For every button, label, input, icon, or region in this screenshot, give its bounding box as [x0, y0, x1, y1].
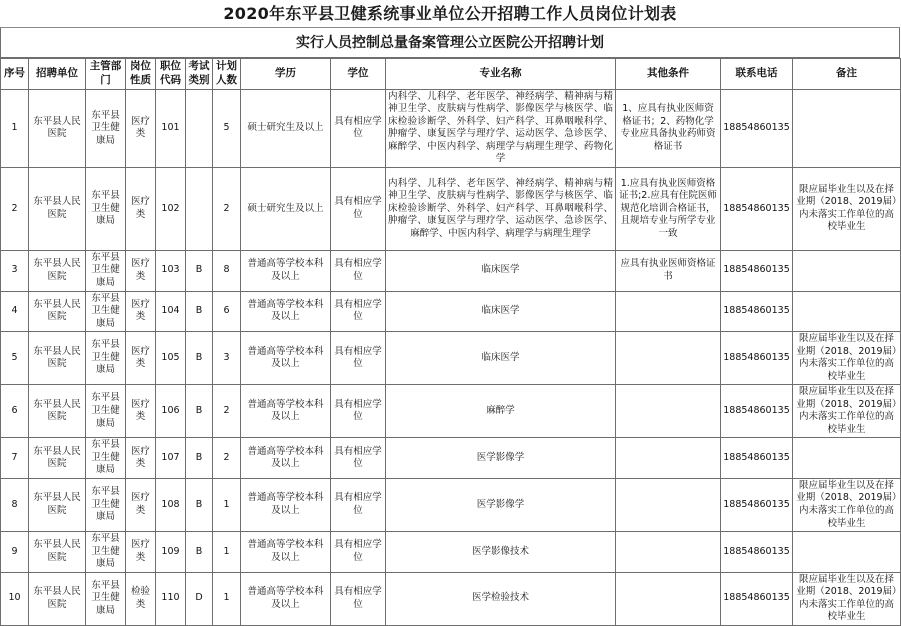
cell-remark: 限应届毕业生以及在择业期（2018、2019届）内未落实工作单位的高校毕业生	[793, 572, 901, 625]
cell-nature: 医疗类	[126, 291, 156, 332]
cell-education: 普通高等学校本科及以上	[241, 478, 331, 531]
header-condition: 其他条件	[616, 59, 721, 90]
cell-index: 5	[1, 332, 29, 385]
header-degree: 学位	[331, 59, 386, 90]
table-row	[1, 385, 901, 438]
cell-remark	[793, 532, 901, 573]
cell-category: B	[186, 250, 213, 291]
cell-major: 内科学、儿科学、老年医学、神经病学、精神病与精神卫生学、皮肤病与性病学、影像医学与核医学、临床检验诊断学、外科学、妇产科学、耳鼻咽喉科学、 肿瘤学、康复医学与理疗学、运动医学、急诊医学、麻醉学、中医内科学、病理学与病理生理学	[386, 167, 616, 250]
cell-category: B	[186, 332, 213, 385]
cell-dept: 东平县卫生健康局	[86, 572, 126, 625]
cell-degree: 具有相应学位	[331, 572, 386, 625]
cell-education: 普通高等学校本科及以上	[241, 532, 331, 573]
cell-count: 2	[213, 438, 241, 479]
cell-education: 普通高等学校本科及以上	[241, 291, 331, 332]
header-remark: 备注	[793, 59, 901, 90]
cell-education: 普通高等学校本科及以上	[241, 572, 331, 625]
table-row	[1, 332, 901, 385]
table-subtitle: 实行人员控制总量备案管理公立医院公开招聘计划	[0, 28, 900, 58]
recruitment-plan-table	[0, 58, 901, 626]
cell-degree: 具有相应学位	[331, 532, 386, 573]
table-row	[1, 478, 901, 531]
cell-remark	[793, 438, 901, 479]
cell-remark: 限应届毕业生以及在择业期（2018、2019届）内未落实工作单位的高校毕业生	[793, 385, 901, 438]
cell-index: 2	[1, 167, 29, 250]
cell-code: 101	[156, 89, 186, 167]
cell-phone: 18854860135	[721, 532, 793, 573]
cell-remark: 限应届毕业生以及在择业期（2018、2019届）内未落实工作单位的高校毕业生	[793, 478, 901, 531]
cell-unit: 东平县人民医院	[29, 167, 86, 250]
cell-major: 医学影像学	[386, 438, 616, 479]
cell-index: 7	[1, 438, 29, 479]
cell-phone: 18854860135	[721, 385, 793, 438]
cell-major: 临床医学	[386, 332, 616, 385]
cell-condition: 应具有执业医师资格证书	[616, 250, 721, 291]
cell-condition	[616, 438, 721, 479]
cell-phone: 18854860135	[721, 438, 793, 479]
cell-dept: 东平县卫生健康局	[86, 291, 126, 332]
cell-code: 106	[156, 385, 186, 438]
header-phone: 联系电话	[721, 59, 793, 90]
cell-index: 1	[1, 89, 29, 167]
cell-count: 2	[213, 167, 241, 250]
cell-condition	[616, 332, 721, 385]
cell-category: B	[186, 438, 213, 479]
cell-unit: 东平县人民医院	[29, 89, 86, 167]
cell-phone: 18854860135	[721, 291, 793, 332]
cell-nature: 医疗类	[126, 438, 156, 479]
cell-count: 1	[213, 478, 241, 531]
cell-code: 103	[156, 250, 186, 291]
cell-major: 麻醉学	[386, 385, 616, 438]
cell-nature: 医疗类	[126, 89, 156, 167]
cell-index: 4	[1, 291, 29, 332]
cell-major: 医学影像技术	[386, 532, 616, 573]
cell-nature: 医疗类	[126, 478, 156, 531]
cell-unit: 东平县人民医院	[29, 250, 86, 291]
cell-major: 医学检验技术	[386, 572, 616, 625]
cell-unit: 东平县人民医院	[29, 332, 86, 385]
cell-code: 105	[156, 332, 186, 385]
cell-phone: 18854860135	[721, 332, 793, 385]
cell-education: 硕士研究生及以上	[241, 167, 331, 250]
cell-education: 普通高等学校本科及以上	[241, 250, 331, 291]
table-row	[1, 438, 901, 479]
cell-count: 1	[213, 532, 241, 573]
cell-remark	[793, 250, 901, 291]
cell-category: B	[186, 385, 213, 438]
cell-code: 108	[156, 478, 186, 531]
cell-education: 普通高等学校本科及以上	[241, 332, 331, 385]
header-major: 专业名称	[386, 59, 616, 90]
cell-degree: 具有相应学位	[331, 89, 386, 167]
cell-dept: 东平县卫生健康局	[86, 250, 126, 291]
cell-unit: 东平县人民医院	[29, 438, 86, 479]
cell-index: 3	[1, 250, 29, 291]
cell-unit: 东平县人民医院	[29, 572, 86, 625]
cell-count: 3	[213, 332, 241, 385]
cell-major: 临床医学	[386, 250, 616, 291]
page-title: 2020年东平县卫健系统事业单位公开招聘工作人员岗位计划表	[0, 0, 900, 28]
cell-index: 10	[1, 572, 29, 625]
cell-count: 6	[213, 291, 241, 332]
cell-condition	[616, 291, 721, 332]
cell-remark	[793, 291, 901, 332]
cell-code: 107	[156, 438, 186, 479]
cell-major: 内科学、儿科学、老年医学、神经病学、精神病与精神卫生学、皮肤病与性病学、影像医学与核医学、临床检验诊断学、外科学、妇产科学、耳鼻咽喉科学、 肿瘤学、康复医学与理疗学、运动医学、急诊医学、麻醉学、中医内科学、病理学与病理生理学、药物化学	[386, 89, 616, 167]
cell-dept: 东平县卫生健康局	[86, 385, 126, 438]
cell-degree: 具有相应学位	[331, 250, 386, 291]
table-row	[1, 89, 901, 167]
cell-code: 102	[156, 167, 186, 250]
header-nature: 岗位性质	[126, 59, 156, 90]
cell-dept: 东平县卫生健康局	[86, 438, 126, 479]
cell-nature: 医疗类	[126, 250, 156, 291]
table-header-row	[1, 59, 901, 90]
cell-remark: 限应届毕业生以及在择业期（2018、2019届）内未落实工作单位的高校毕业生	[793, 332, 901, 385]
cell-code: 109	[156, 532, 186, 573]
cell-phone: 18854860135	[721, 250, 793, 291]
cell-condition	[616, 532, 721, 573]
cell-remark: 限应届毕业生以及在择业期（2018、2019届）内未落实工作单位的高校毕业生	[793, 167, 901, 250]
cell-phone: 18854860135	[721, 478, 793, 531]
cell-count: 8	[213, 250, 241, 291]
header-education: 学历	[241, 59, 331, 90]
cell-unit: 东平县人民医院	[29, 532, 86, 573]
cell-remark	[793, 89, 901, 167]
cell-nature: 医疗类	[126, 385, 156, 438]
cell-phone: 18854860135	[721, 89, 793, 167]
header-unit: 招聘单位	[29, 59, 86, 90]
cell-category	[186, 89, 213, 167]
cell-index: 8	[1, 478, 29, 531]
cell-education: 硕士研究生及以上	[241, 89, 331, 167]
cell-count: 2	[213, 385, 241, 438]
cell-unit: 东平县人民医院	[29, 291, 86, 332]
cell-code: 104	[156, 291, 186, 332]
table-body	[1, 89, 901, 625]
cell-nature: 医疗类	[126, 332, 156, 385]
cell-condition: 1、应具有执业医师资格证书；2、药物化学专业应具备执业药师资格证书	[616, 89, 721, 167]
table-row	[1, 250, 901, 291]
table-row	[1, 532, 901, 573]
header-dept: 主管部门	[86, 59, 126, 90]
cell-category: D	[186, 572, 213, 625]
cell-education: 普通高等学校本科及以上	[241, 438, 331, 479]
cell-nature: 检验类	[126, 572, 156, 625]
table-row	[1, 572, 901, 625]
header-category: 考试类别	[186, 59, 213, 90]
cell-nature: 医疗类	[126, 532, 156, 573]
cell-category	[186, 167, 213, 250]
cell-degree: 具有相应学位	[331, 478, 386, 531]
cell-condition	[616, 572, 721, 625]
cell-nature: 医疗类	[126, 167, 156, 250]
header-index: 序号	[1, 59, 29, 90]
cell-index: 9	[1, 532, 29, 573]
cell-category: B	[186, 291, 213, 332]
cell-category: B	[186, 478, 213, 531]
cell-phone: 18854860135	[721, 167, 793, 250]
cell-degree: 具有相应学位	[331, 291, 386, 332]
cell-category: B	[186, 532, 213, 573]
cell-condition: 1.应具有执业医师资格证书;2.应具有住院医师规范化培训合格证书，且规培专业与所学专业一致	[616, 167, 721, 250]
header-count: 计划人数	[213, 59, 241, 90]
cell-degree: 具有相应学位	[331, 385, 386, 438]
cell-condition	[616, 478, 721, 531]
cell-dept: 东平县卫生健康局	[86, 89, 126, 167]
cell-count: 5	[213, 89, 241, 167]
cell-phone: 18854860135	[721, 572, 793, 625]
cell-unit: 东平县人民医院	[29, 385, 86, 438]
cell-degree: 具有相应学位	[331, 332, 386, 385]
cell-condition	[616, 385, 721, 438]
cell-degree: 具有相应学位	[331, 438, 386, 479]
cell-dept: 东平县卫生健康局	[86, 478, 126, 531]
cell-dept: 东平县卫生健康局	[86, 167, 126, 250]
cell-degree: 具有相应学位	[331, 167, 386, 250]
cell-major: 医学影像学	[386, 478, 616, 531]
cell-index: 6	[1, 385, 29, 438]
cell-dept: 东平县卫生健康局	[86, 332, 126, 385]
cell-dept: 东平县卫生健康局	[86, 532, 126, 573]
cell-code: 110	[156, 572, 186, 625]
cell-major: 临床医学	[386, 291, 616, 332]
cell-count: 1	[213, 572, 241, 625]
header-code: 职位代码	[156, 59, 186, 90]
table-row	[1, 291, 901, 332]
cell-unit: 东平县人民医院	[29, 478, 86, 531]
cell-education: 普通高等学校本科及以上	[241, 385, 331, 438]
table-row	[1, 167, 901, 250]
